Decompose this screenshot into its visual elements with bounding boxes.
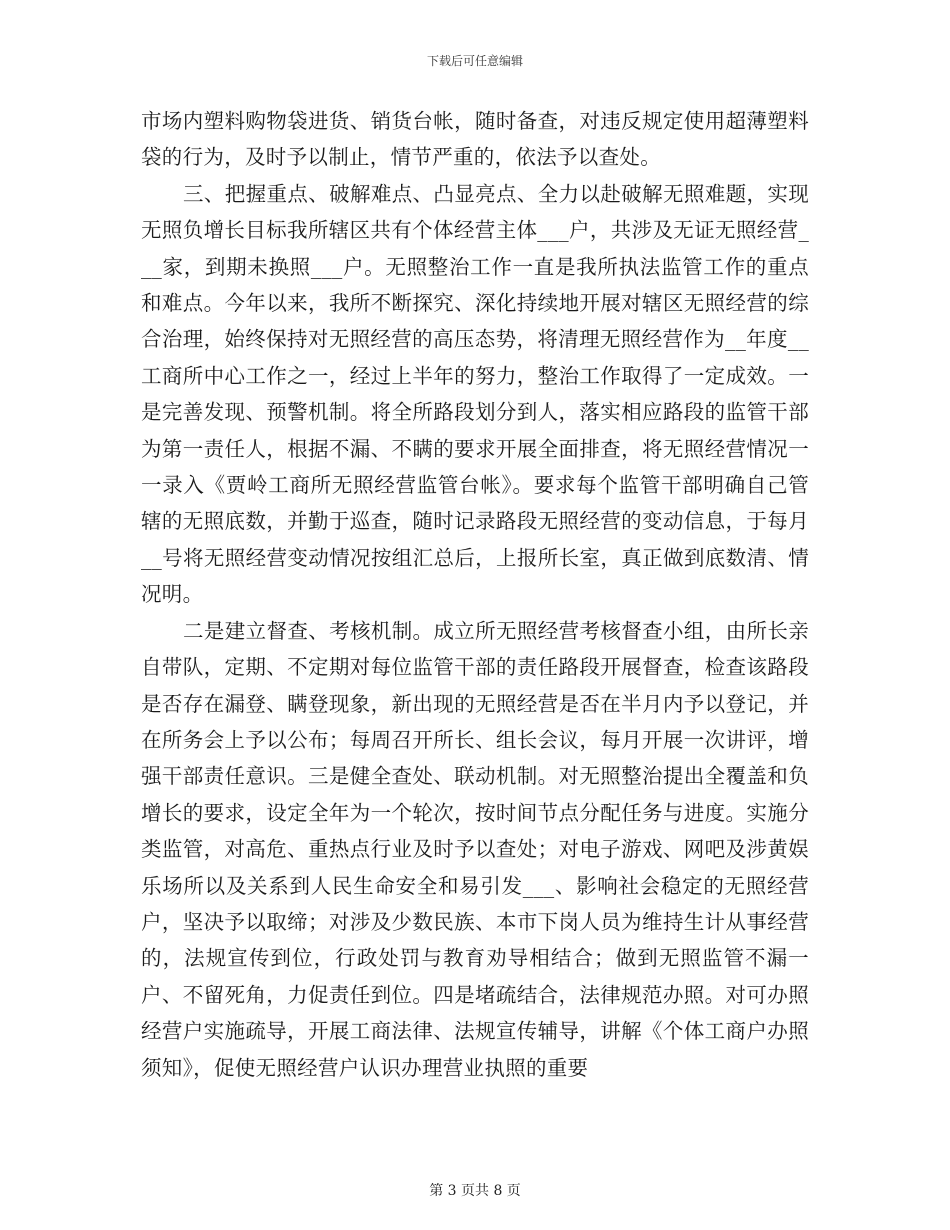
document-body (141, 103, 809, 1086)
page-header-note: 下载后可任意编辑 (426, 54, 523, 68)
paragraph-continuation: 市场内塑料购物袋进货、销货台帐，随时备查，对违反规定使用超薄塑料袋的行为，及时予以制止，情节严重的，依法予以查处。 (141, 109, 809, 170)
paragraph-section-three: 三、把握重点、破解难点、凸显亮点、全力以赴破解无照难题，实现无照负增长目标我所辖区共有个体经营主体___户，共涉及无证无照经营___家，到期未换照___户。无照整治工作一直是我所执法监管工作的重点和难点。今年以来，我所不断探究、深化持续地开展对辖区无照经营的综合治理，始终保持对无照经营的高压态势，将清理无照经营作为__年度__工商所中心工作之一，经过上半年的努力，整治工作取得了一定成效。一是完善发现、预警机制。将全所路段划分到人，落实相应路段的监管干部为第一责任人，根据不漏、不瞒的要求开展全面排查，将无照经营情况一一录入《贾岭工商所无照经营监管台帐》。要求每个监管干部明确自己管辖的无照底数，并勤于巡查，随时记录路段无照经营的变动信息，于每月__号将无照经营变动情况按组汇总后，上报所长室，真正做到底数清、情况明。 (141, 181, 809, 607)
page-number: 第 3 页共 8 页 (429, 1183, 521, 1199)
paragraph-supervision-mechanism: 二是建立督查、考核机制。成立所无照经营考核督查小组，由所长亲自带队，定期、不定期对每位监管干部的责任路段开展督查，检查该路段是否存在漏登、瞒登现象，新出现的无照经营是否在半月内予以登记，并在所务会上予以公布；每周召开所长、组长会议，每月开展一次讲评，增强干部责任意识。三是健全查处、联动机制。对无照整治提出全覆盖和负增长的要求，设定全年为一个轮次，按时间节点分配任务与进度。实施分类监管，对高危、重热点行业及时予以查处；对电子游戏、网吧及涉黄娱乐场所以及关系到人民生命安全和易引发___、影响社会稳定的无照经营户，坚决予以取缔；对涉及少数民族、本市下岗人员为维持生计从事经营的，法规宣传到位，行政处罚与教育劝导相结合；做到无照监管不漏一户、不留死角，力促责任到位。四是堵疏结合，法律规范办照。对可办照经营户实施疏导，开展工商法律、法规宣传辅导，讲解《个体工商户办照须知》，促使无照经营户认识办理营业执照的重要 (141, 618, 809, 1080)
